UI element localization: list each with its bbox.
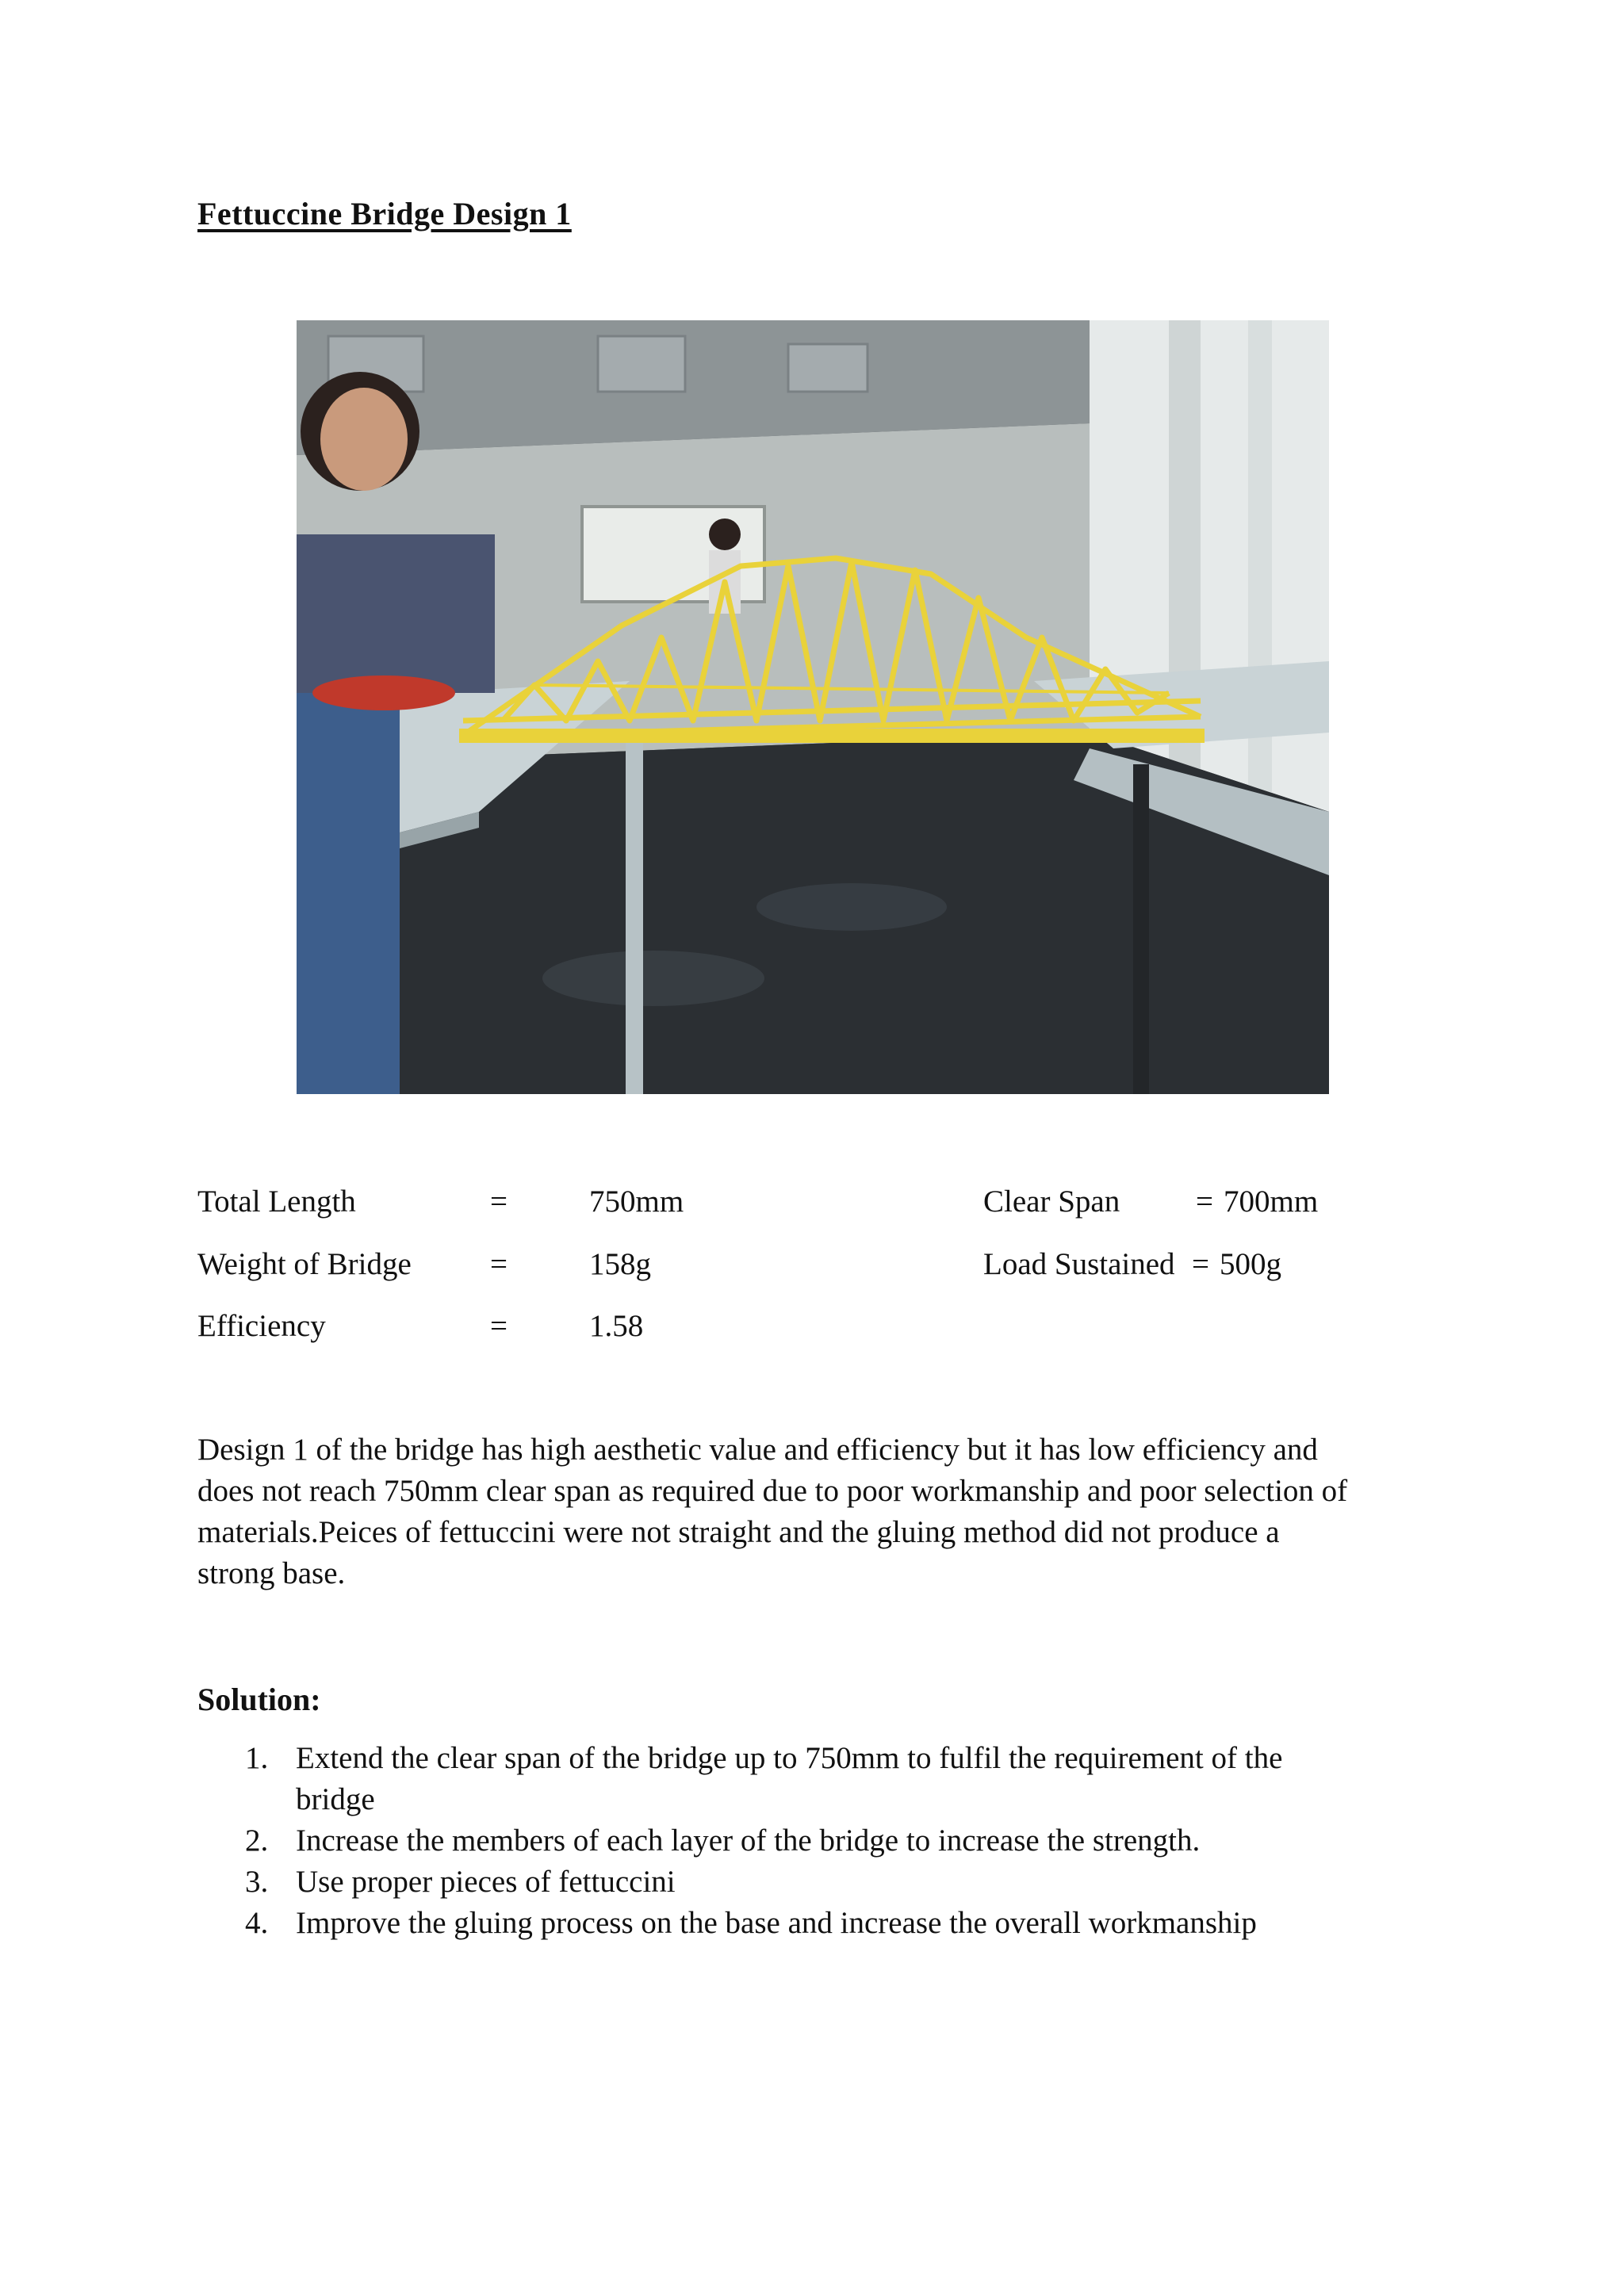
paragraph-line: materials.Peices of fettuccini were not straight and the gluing method did not produce a bbox=[197, 1515, 1280, 1549]
weight-equals: = bbox=[490, 1247, 508, 1281]
load-value: 500g bbox=[1220, 1247, 1281, 1281]
list-text: bridge bbox=[296, 1782, 375, 1816]
paragraph-line: does not reach 750mm clear span as required due to poor workmanship and poor selection of bbox=[197, 1474, 1348, 1508]
clear-span-value: 700mm bbox=[1224, 1184, 1319, 1219]
efficiency-value: 1.58 bbox=[589, 1309, 644, 1343]
paragraph-line: strong base. bbox=[197, 1556, 346, 1590]
total-length-equals: = bbox=[490, 1184, 508, 1219]
paragraph-line: Design 1 of the bridge has high aesthetic value and efficiency but it has low efficiency and bbox=[197, 1433, 1318, 1467]
list-number: 3. bbox=[245, 1865, 269, 1899]
list-number: 2. bbox=[245, 1823, 269, 1858]
load-label: Load Sustained bbox=[983, 1247, 1175, 1281]
solution-list bbox=[197, 1738, 1450, 1944]
clear-span-label: Clear Span bbox=[983, 1184, 1120, 1219]
list-item bbox=[197, 1862, 1450, 1903]
bridge-photo bbox=[297, 320, 1329, 1094]
weight-label: Weight of Bridge bbox=[197, 1247, 412, 1281]
solution-heading: Solution: bbox=[197, 1682, 321, 1717]
efficiency-label: Efficiency bbox=[197, 1309, 326, 1343]
list-item bbox=[197, 1738, 1450, 1820]
list-text: Extend the clear span of the bridge up to 750mm to fulfil the requirement of the bbox=[296, 1741, 1283, 1775]
list-item bbox=[197, 1820, 1450, 1862]
list-item bbox=[197, 1903, 1450, 1944]
total-length-value: 750mm bbox=[589, 1184, 684, 1219]
weight-value: 158g bbox=[589, 1247, 651, 1281]
description-paragraph bbox=[197, 1429, 1450, 1594]
clear-span-equals: = bbox=[1196, 1184, 1213, 1219]
total-length-label: Total Length bbox=[197, 1184, 356, 1219]
efficiency-equals: = bbox=[490, 1309, 508, 1343]
list-number: 4. bbox=[245, 1906, 269, 1940]
load-equals: = bbox=[1192, 1247, 1209, 1281]
page-title: Fettuccine Bridge Design 1 bbox=[197, 196, 572, 232]
list-text: Increase the members of each layer of the bridge to increase the strength. bbox=[296, 1823, 1201, 1858]
list-text: Use proper pieces of fettuccini bbox=[296, 1865, 676, 1899]
list-text: Improve the gluing process on the base and increase the overall workmanship bbox=[296, 1906, 1257, 1940]
list-number: 1. bbox=[245, 1741, 269, 1775]
